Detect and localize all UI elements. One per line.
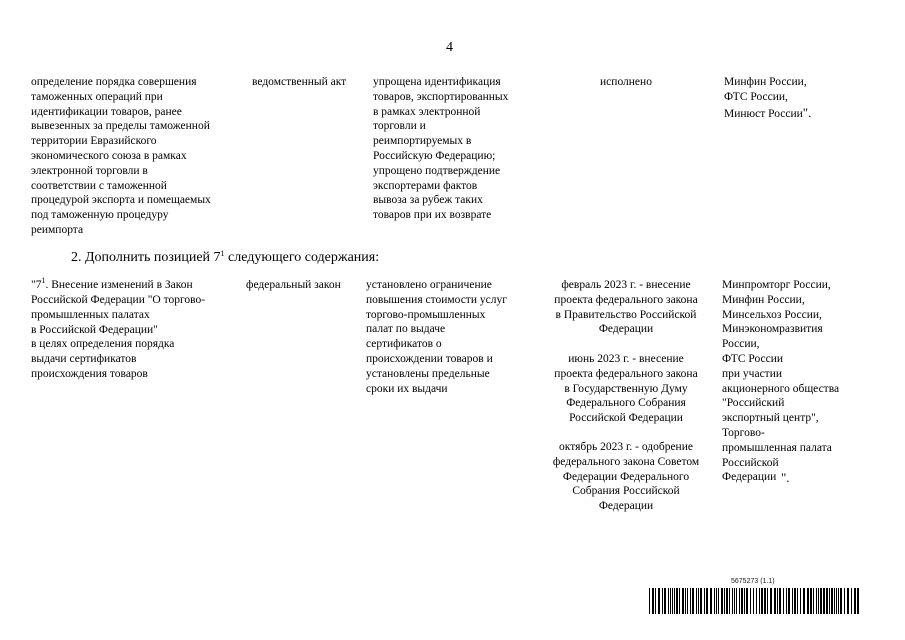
barcode-bar: [649, 588, 650, 614]
intro-prefix: 2. Дополнить позицией 7: [71, 250, 221, 265]
barcode-bar: [783, 588, 784, 614]
barcode-bar: [668, 588, 669, 614]
barcode-bar: [797, 588, 798, 614]
barcode-bar: [700, 588, 702, 614]
barcode-bar: [698, 588, 699, 614]
row2-responsible-b: ФТС России при участии акционерного общества "Российский экспортный центр", Торгово- промышленная палата Российской Федерации: [722, 353, 840, 484]
barcode-bar: [682, 588, 684, 614]
barcode-bar: [729, 588, 730, 614]
barcode-bar: [679, 588, 680, 614]
barcode-bar: [753, 588, 754, 614]
barcode-bar: [851, 588, 852, 614]
barcode-bar: [664, 588, 666, 614]
barcode-bar: [662, 588, 663, 614]
barcode-bar: [794, 588, 796, 614]
barcode-bar: [774, 588, 776, 614]
barcode-bar: [786, 588, 787, 614]
barcode-bar: [732, 588, 733, 614]
row1-doc-type: ведомственный акт: [252, 76, 347, 88]
barcode-bar: [823, 588, 825, 614]
barcode-bar: [756, 588, 757, 614]
barcode-bar: [854, 588, 856, 614]
barcode-bar: [674, 588, 675, 614]
row1-responsible-2: ФТС России,: [724, 91, 788, 103]
barcode-bar: [836, 588, 837, 614]
barcode-bar: [816, 588, 817, 614]
row2-measure-first: . Внесение изменений в Закон: [45, 279, 193, 291]
barcode-bar: [718, 588, 719, 614]
barcode-bar: [779, 588, 781, 614]
row2-num: 7: [35, 279, 42, 291]
barcode-bar: [696, 588, 697, 614]
barcode-bar: [714, 588, 715, 614]
barcode-bar: [788, 588, 790, 614]
barcode-bar: [770, 588, 772, 614]
barcode-bar: [741, 588, 743, 614]
barcode-bar: [739, 588, 740, 614]
row1-result: упрощена идентификация товаров, экспортированных в рамках электронной торговли и реимпортируемых в Российскую Федерацию; упрощено подтверждение экспортерами фактов вывоза за рубеж таких товаров при их возврате: [373, 76, 509, 222]
row1-responsible-1: Минфин России,: [724, 76, 807, 88]
barcode-bar: [831, 588, 833, 614]
barcode-bar: [736, 588, 737, 614]
row2-deadline-2: июнь 2023 г. - внесение проекта федерального закона в Государственную Думу Федерального Собрания Российской Федерации: [554, 353, 698, 425]
barcode-bar: [716, 588, 717, 614]
row1-measure: определение порядка совершения таможенных операций при идентификации товаров, ранее вывезенных за пределы таможенной территории Евразийского экономического союза в рамках электронной торговли в соответствии с таможенной процедурой экспорта и помещаемых под таможенную процедуру реимпорта: [31, 76, 211, 236]
row1-responsible-3: Минюст России: [724, 108, 803, 120]
document-code: 5675273 (1.1): [731, 578, 775, 585]
barcode-bar: [838, 588, 839, 614]
row1-deadline: исполнено: [600, 76, 652, 88]
row2-doc-type: федеральный закон: [246, 279, 341, 291]
row2-deadline-3: октябрь 2023 г. - одобрение федерального закона Советом Федерации Федерального Собрания Российской Федерации: [552, 441, 700, 513]
barcode-bar: [820, 588, 822, 614]
barcode-bar: [652, 588, 654, 614]
barcode-bar: [721, 588, 723, 614]
barcode-bar: [687, 588, 688, 614]
barcode-bar: [690, 588, 691, 614]
barcode-bar: [767, 588, 768, 614]
barcode-bar: [800, 588, 801, 614]
barcode: [649, 588, 860, 614]
barcode-bar: [726, 588, 728, 614]
barcode-bar: [685, 588, 686, 614]
barcode-bar: [744, 588, 745, 614]
barcode-bar: [857, 588, 859, 614]
barcode-bar: [834, 588, 835, 614]
section-intro: [71, 250, 379, 266]
barcode-bar: [840, 588, 842, 614]
barcode-bar: [810, 588, 812, 614]
barcode-bar: [692, 588, 694, 614]
barcode-bar: [764, 588, 766, 614]
intro-sup: 1: [220, 249, 225, 258]
barcode-bar: [704, 588, 705, 614]
barcode-bar: [818, 588, 819, 614]
intro-suffix: следующего содержания:: [224, 250, 380, 265]
barcode-bar: [655, 588, 656, 614]
row2-num-sup: 1: [41, 276, 46, 285]
barcode-bar: [829, 588, 830, 614]
row2-measure-rest: Российской Федерации "О торгово- промышленных палатах в Российской Федерации" в целях определения порядка выдачи сертификатов происхождения товаров: [31, 294, 206, 380]
barcode-bar: [777, 588, 778, 614]
barcode-bar: [803, 588, 805, 614]
barcode-bar: [813, 588, 814, 614]
barcode-bar: [746, 588, 748, 614]
barcode-bar: [792, 588, 793, 614]
page-number: 4: [446, 40, 453, 55]
barcode-bar: [658, 588, 660, 614]
barcode-bar: [724, 588, 725, 614]
barcode-bar: [761, 588, 763, 614]
barcode-bar: [676, 588, 678, 614]
barcode-bar: [759, 588, 760, 614]
row2-responsible-a: Минпромторг России, Минфин России, Минсельхоз России, Минэкономразвития России,: [722, 279, 831, 351]
barcode-bar: [706, 588, 708, 614]
row2-close-quote: ".: [781, 470, 790, 485]
barcode-bar: [826, 588, 828, 614]
row1-close-quote: ".: [802, 105, 812, 120]
row2-measure-first-line: [31, 278, 193, 293]
barcode-bar: [750, 588, 751, 614]
row2-open-quote: ": [31, 279, 36, 291]
barcode-bar: [844, 588, 845, 614]
barcode-bar: [710, 588, 712, 614]
row1-responsible-3-line: [724, 106, 811, 122]
barcode-bar: [847, 588, 849, 614]
barcode-bar: [807, 588, 809, 614]
barcode-bar: [670, 588, 671, 614]
row2-deadline-1: февраль 2023 г. - внесение проекта федерального закона в Правительство Российской Федерации: [554, 279, 698, 336]
barcode-bar: [672, 588, 673, 614]
barcode-bar: [734, 588, 735, 614]
row2-result: установлено ограничение повышения стоимости услуг торгово-промышленных палат по выдаче сертификатов о происхождении товаров и установлены предельные сроки их выдачи: [366, 279, 507, 395]
